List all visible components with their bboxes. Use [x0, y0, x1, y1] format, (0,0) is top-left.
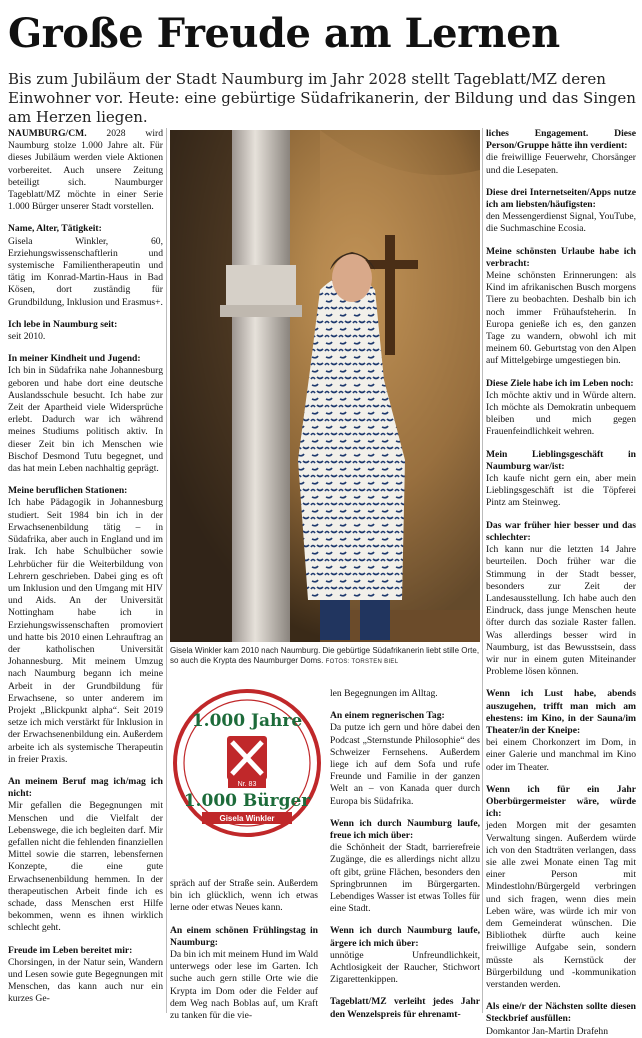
jubilee-badge [172, 688, 322, 838]
qa-item [8, 319, 163, 343]
continued-question [486, 128, 636, 177]
column-3 [486, 128, 636, 1037]
qa-item [8, 776, 163, 935]
question: Tageblatt/MZ verleiht jedes Jahr den Wenzelspreis für ehrenamt- [330, 996, 480, 1020]
col1-qa [8, 223, 163, 1005]
continued-answer-text: die freiwillige Feuerwehr, Chorsänger und die Lesepaten. [486, 152, 636, 176]
column-1 [8, 128, 163, 1013]
question: Diese drei Internetseiten/Apps nutze ich am liebsten/häufigsten: [486, 186, 636, 211]
question: An einem regnerischen Tag: [330, 710, 445, 722]
qa-item [486, 187, 636, 236]
answer: Da bin ich mit meinem Hund im Wald unterwegs oder lese im Garten. Ich suche auch gern stille Orte wie die Krypta im Dom oder die Felder auf dem Weg nach Boblas auf, um Kraft zu tanken für die vie- [170, 949, 318, 1022]
qa-item [170, 925, 318, 1023]
answer: Ich bin in Südafrika nahe Johannesburg geboren und habe dort eine deutsche Auslandsschule besucht. Ich habe zur Zeit der Apartheid viele Widersprüche erlebt. Dadurch war ich während meines Studiums politisch aktiv. In dieser Zeit bin ich Menschen wie Bischof Desmond Tutu begegnet, und das hat mein Leben nachhaltig geprägt. [8, 365, 163, 475]
continued-text: len Begegnungen im Alltag. [330, 688, 438, 699]
question: Name, Alter, Tätigkeit: [8, 223, 102, 235]
dateline: NAUMBURG/CM. [8, 128, 87, 139]
qa-item [8, 353, 163, 475]
badge-number: Nr. 83 [237, 781, 257, 788]
answer: seit 2010. [8, 331, 46, 343]
qa-item [330, 996, 480, 1020]
answer: unnötige Unfreundlichkeit, Achtlosigkeit der Raucher, Stichwort Zigarettenkippen. [330, 949, 480, 986]
answer: den Messengerdienst Signal, YouTube, die Suchmaschine Ecosia. [486, 211, 636, 235]
qa-item [330, 818, 480, 916]
answer: Ich möchte aktiv und in Würde altern. Ich möchte als Demokratin unbequem bleiben und mich gegen Frauenfeindlichkeit wehren. [486, 389, 636, 438]
question: Diese Ziele habe ich im Leben noch: [486, 377, 634, 389]
answer: Domkantor Jan-Martin Drafehn [486, 1025, 609, 1037]
answer: Ich kann nur die letzten 14 Jahre beurteilen. Doch früher war die Stimmung in der Stadt besser, besonders zur Zeit der Landesausstellung. Ich habe auch den Eindruck, dass junge Menschen heute öfter durch das soziale Raster fallen. Was allerdings besser wird in Naumburg, ist das Bewusstsein, dass wir nur in einem guten Miteinander Probleme lösen können. [486, 544, 636, 678]
question: Mein Lieblingsgeschäft in Naumburg war/ist: [486, 448, 636, 472]
answer: Chorsingen, in der Natur sein, Wandern und Lesen sowie gute Begegnungen mit Menschen, das kann auch nur ein kurzes Ge- [8, 956, 163, 1005]
question: Meine schönsten Urlaube habe ich verbracht: [486, 245, 636, 269]
portrait-photo [170, 130, 480, 642]
question: An meinem Beruf mag ich/mag ich nicht: [8, 775, 163, 800]
answer: jeden Morgen mit der gesamten Verwaltung singen. Außerdem würde ich von den Stadträten verlangen, dass sie alle zwei Monate einen Tag mit einer Person mit Mindestlohn/Bürgergeld verbringen und sich fragen, wenn dies mein Leben wäre, was würde ich mir von dem Gemeinderat wünschen. Die Bibliothek dürfte auch keine freiwillige Aufgabe sein, sondern müsste als Kernstück der Bürgerbildung und -kommunikation verstanden werden. [486, 820, 636, 990]
intro-paragraph [8, 128, 163, 213]
qa-item [330, 710, 480, 808]
question: Wenn ich durch Naumburg laufe, freue ich mich über: [330, 817, 480, 842]
photo-caption [170, 646, 480, 667]
headline: Große Freude am Lernen [8, 10, 560, 57]
question: Meine beruflichen Stationen: [8, 485, 128, 497]
column-2-right [330, 688, 480, 1020]
question: Wenn ich Lust habe, abends auszugehen, trifft man mich am ehestens: im Kino, in der Sauna/im Theater/in der Kneipe: [486, 688, 636, 736]
answer: Gisela Winkler, 60, Erziehungswissenschaftlerin und systemische Familientherapeutin und tätig im Konrad-Martin-Haus in Bad Kösen, dort zuständig für Grundbildung, Inklusion und Erasmus+. [8, 235, 163, 308]
qa-item [486, 378, 636, 439]
qa-item [486, 688, 636, 773]
column-rule [166, 128, 167, 1013]
question: Freude im Leben bereitet mir: [8, 944, 133, 956]
qa-item [486, 520, 636, 679]
answer: Da putze ich gern und höre dabei den Podcast „Sternstunde Philosophie“ des Schweizer Fernsehens. Außerdem liege ich auf dem Sofa und rufe Freunde und Familie in der ganzen Welt an – von Kanada quer durch Europa bis Südafrika. [330, 722, 480, 807]
column-2-left [170, 878, 318, 1022]
question: Als eine/r der Nächsten sollte diesen Steckbrief ausfüllen: [486, 1001, 636, 1025]
qa-item [486, 1001, 636, 1038]
continued-text: spräch auf der Straße sein. Außerdem bin ich glücklich, wenn ich etwas lerne oder etwas Neues kann. [170, 878, 318, 914]
question: Wenn ich durch Naumburg laufe, ärgere ich mich über: [330, 925, 480, 949]
answer: Meine schönsten Erinnerungen: als Kind im afrikanischen Busch morgens Tiere zu beobachten. Deshalb bin ich noch immer Frühaufsteherin. In Europa genieße ich es, den ganzen Tage zu wandern, obwohl ich mit meinem 60. Geburtstag von den Alpen auf Mittelgebirge umgestiegen bin. [486, 270, 636, 367]
photo-credit: FOTOS: TORSTEN BIEL [325, 659, 399, 665]
answer: die Schönheit der Stadt, barrierefreie Zugänge, die es allerdings nicht allzu oft gibt, grüne Flächen, besonders den Springbrunnen im Bürgergarten. Lebendiges Wasser ist etwas Tolles für eine Stadt. [330, 842, 480, 915]
qa-item [8, 223, 163, 308]
answer: Mir gefallen die Begegnungen mit Menschen und die Vielfalt der Lebenswege, die ich begleiten darf. Mir gefallen nicht die fehlenden finanziellen Mittel sowie die starren, lebensfernen Konzepte, die eine gute Erwachsenenbildung hemmen. In der therapeutischen Arbeit finde ich es schade, dass Menschen erst Hilfe bekommen, wenn es ihnen wirklich schlecht geht. [8, 800, 163, 934]
intro-text: 2028 wird Naumburg stolze 1.000 Jahre alt. Für dieses Jubiläum werden viele Aktionen vorbereitet. Auch unsere Zeitung beteiligt sich. Naumburger Tageblatt/MZ möchte in einer Serie 1.000 Bürger unserer Stadt vorstellen. [8, 128, 163, 213]
answer: bei einem Chorkonzert im Dom, in einer Galerie und manchmal im Kino oder im Theater. [486, 737, 636, 773]
qa-item [8, 945, 163, 1006]
continued-question-text: liches Engagement. Diese Person/Gruppe hätte ihn verdient: [486, 128, 636, 152]
answer: Ich kaufe nicht gern ein, aber mein Lieblingsgeschäft ist die Töpferei Pintz am Steinweg. [486, 473, 636, 509]
answer: Ich habe Pädagogik in Johannesburg studiert. Seit 1984 bin ich in der Erwachsenenbildung tätig – in Südafrika, aber auch in England und im Irak. Ich habe Schulbücher sowie Lehrbücher für die Weiterbildung von Lehrern geschrieben. Dabei ging es oft um Inklusion und den Umgang mit HIV und Aids. An der Universität Nottingham habe ich in Erziehungswissenschaften promoviert und hatte bis 2010 einen Lehrauftrag an der katholischen Universität Johannesburg. Mit meinem Umzug nach Naumburg begann ich meine Arbeit in der Grundbildung für Erwachsene, so unter anderem im Projekt „Blickpunkt alpha“. Seit 2019 setze ich mich verstärkt für Inklusion in der Erwachsenenbildung ein. Außerdem arbeite ich als systemische Therapeutin in freier Praxis. [8, 497, 163, 765]
crypt-photo-illustration [170, 130, 480, 642]
qa-item [8, 485, 163, 766]
question: An einem schönen Frühlingstag in Naumburg: [170, 924, 318, 948]
question: Das war früher hier besser und das schlechter: [486, 519, 636, 543]
badge-bottom-text: 1.000 Bürger [183, 791, 311, 811]
col3-qa [486, 187, 636, 1038]
question: Wenn ich für ein Jahr Oberbürgermeister wäre, würde ich: [486, 783, 636, 820]
column-rule [482, 128, 483, 1013]
qa-item [486, 449, 636, 510]
qa-item [330, 925, 480, 986]
deck: Bis zum Jubiläum der Stadt Naumburg im Jahr 2028 stellt Tageblatt/MZ deren Einwohner vor. Heute: eine gebürtige Südafrikanerin, der Bildung und das Singen am Herzen liegen. [8, 70, 636, 126]
qa-item [486, 246, 636, 368]
question: Ich lebe in Naumburg seit: [8, 318, 118, 330]
col2b-qa [330, 710, 480, 1021]
badge-name: Gisela Winkler [219, 814, 275, 823]
qa-item [486, 784, 636, 991]
col2a-qa [170, 925, 318, 1023]
caption-text: Gisela Winkler kam 2010 nach Naumburg. Die gebürtige Südafrikanerin liebt stille Orte, so auch die Krypta des Naumburger Doms. [170, 646, 480, 665]
badge-top-text: 1.000 Jahre [191, 711, 303, 731]
question: In meiner Kindheit und Jugend: [8, 353, 141, 365]
